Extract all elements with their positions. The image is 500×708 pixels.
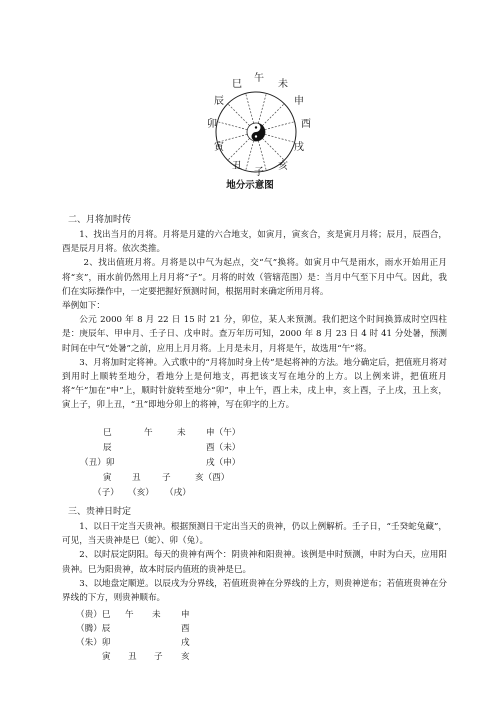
wheel-spoke: [228, 104, 250, 126]
grid-cell: 辰: [103, 443, 112, 453]
grid-cell: （腾）辰: [76, 624, 111, 634]
paragraph: 2、以时辰定阴阳。每天的贵神有两个：阴贵神和阳贵神。该例是申时预测，申时为白天，应用阳贵神。巳为阳贵神，故本时辰内值班的贵神是巳。: [62, 550, 447, 575]
grid-cell: 酉: [181, 624, 190, 634]
branch-grid-2: [0, 608, 500, 672]
section3-body: [62, 520, 447, 605]
earth-branch-diagram: [198, 74, 314, 190]
branch-label: 酉: [301, 119, 311, 130]
grid-cell: 寅: [103, 473, 112, 483]
grid-cell: 亥: [181, 652, 190, 662]
paragraph: 举例如下：: [62, 301, 105, 312]
section2-body: [62, 228, 447, 413]
grid-cell: （子）: [93, 488, 119, 498]
section-heading: 三、贵神日时定: [68, 507, 132, 517]
grid-cell: 未: [152, 610, 161, 620]
grid-cell: 子: [154, 652, 163, 662]
wheel-spoke: [258, 93, 266, 123]
branch-label: 辰: [214, 96, 224, 107]
grid-cell: 戌: [181, 638, 190, 648]
grid-cell: 未: [177, 428, 186, 438]
wheel-spoke: [228, 138, 250, 160]
paragraph: 1、以日干定当天贵神。根据预测日干定出当天的贵神，仍以上例解析。壬子日，“壬癸蛇兔藏”，可见，当天贵神是巳（蛇）、卯（兔）。: [62, 522, 447, 547]
branch-label: 巳: [232, 79, 242, 90]
wheel-spoke: [246, 93, 254, 123]
grid-cell: 丑: [132, 473, 141, 483]
paragraph: 3、月将加时定将神。入式歌中的“月将加时身上传”是起将神的方法。地分确定后，把值班月将对到用时上顺转至地分，看地分上是何地支，再把该支写在地分的上方。以上例来讲，把值班月将“午”加在“申”上，顺时针旋转至地分“卯”，申上午，酉上未，戌上申，亥上酉，子上戌，丑上亥，寅上子，卯上丑，“丑”即地分卯上的将神，写在卯字的上方。: [62, 357, 447, 411]
grid-cell: 丑: [128, 652, 137, 662]
grid-cell: 午: [144, 428, 153, 438]
paragraph: 1、找出当月的月将。月将是月建的六合地支，如寅月，寅亥合，亥是寅月月将；辰月，辰酉合，酉是辰月月将。依次类推。: [62, 230, 447, 255]
wheel-spoke: [265, 122, 295, 130]
grid-cell: 寅: [102, 652, 111, 662]
grid-cell: 子: [162, 473, 171, 483]
grid-cell: （亥）: [128, 488, 154, 498]
wheel-spoke: [217, 122, 247, 130]
diagram-caption: 地分示意图: [226, 180, 274, 191]
grid-cell: 巳: [103, 428, 112, 438]
grid-cell: （朱）卯: [76, 638, 111, 648]
grid-cell: 午: [125, 610, 134, 620]
grid-cell: （贵）巳: [76, 610, 111, 620]
branch-label: 寅: [214, 142, 224, 153]
branch-label: 丑: [232, 161, 242, 172]
grid-cell: 戌（申）: [206, 458, 241, 468]
branch-label: 卯: [207, 119, 217, 130]
grid-cell: （丑）卯: [80, 458, 115, 468]
wheel-spoke: [246, 141, 254, 171]
grid-cell: 申: [181, 610, 190, 620]
grid-cell: （戌）: [165, 488, 191, 498]
branch-label: 亥: [278, 161, 288, 172]
section-heading: 二、月将加时传: [68, 215, 132, 225]
paragraph: 3、以地盘定顺逆。以辰戌为分界线，若值班贵神在分界线的上方，则贵神逆布；若值班贵神在分界线的下方，则贵神顺布。: [62, 578, 447, 604]
wheel-spoke: [262, 104, 284, 126]
grid-cell: 申（午）: [206, 428, 241, 438]
branch-label: 申: [294, 96, 304, 107]
paragraph: 2、找出值班月将。月将是以中气为起点，交“气”换将。如寅月中气是雨水，雨水开始用正月将“亥”，雨水前仍然用上月月将“子”。月将的时效（管辖范围）是：当月中气至下月中气。因此，我们在实际操作中，一定要把握好预测时间，根据用时来确定所用月将。: [62, 258, 447, 297]
branch-grid-1: [0, 426, 500, 506]
branch-label: 午: [254, 73, 264, 84]
branch-label: 戌: [294, 142, 304, 153]
grid-cell: 亥（酉）: [195, 473, 230, 483]
wheel-spoke: [262, 138, 284, 160]
paragraph: 公元 2000 年 8 月 22 日 15 时 21 分，卯位，某人来预测。我们把这个时间换算成时空四柱是：庚辰年、甲申月、壬子日、戊申时。查万年历可知，2000 年 8 月 23 日 4 时 41 分处暑，预测时间在中气“处暑”之前，应用上月月将。上月是未月，月将是午，故选用“午”将。: [62, 315, 447, 354]
grid-cell: 酉（未）: [206, 443, 241, 453]
branch-label: 未: [278, 79, 288, 90]
wheel-spoke: [265, 134, 295, 142]
branch-label: 子: [254, 167, 264, 178]
